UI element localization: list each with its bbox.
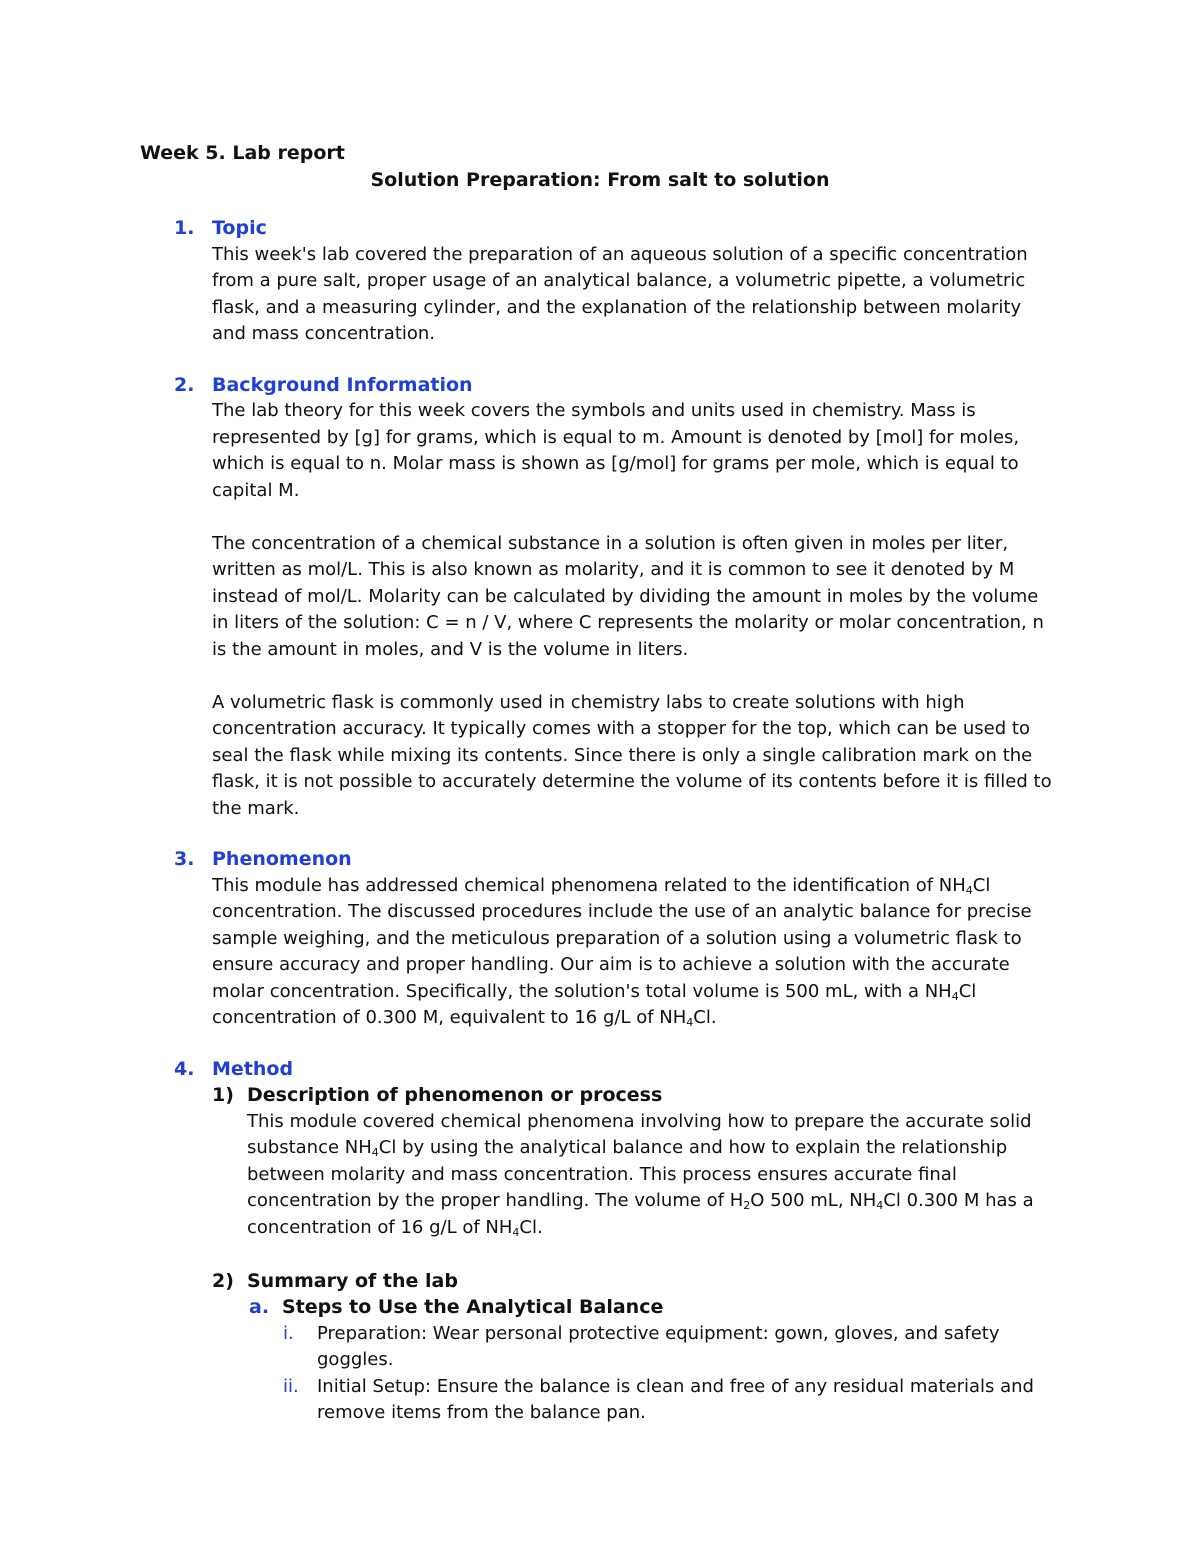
text-run: concentration of 0.300 M, equivalent to 16 g/L of — [212, 1007, 660, 1028]
description-paragraph — [247, 1109, 1060, 1242]
step-group-heading: Steps to Use the Analytical Balance — [282, 1296, 664, 1318]
subsection-number: 1) — [212, 1084, 234, 1106]
step-group-letter: a. — [249, 1296, 270, 1318]
formula-h2o: $H_2O$ — [729, 1190, 765, 1212]
text-run: concentration. The discussed procedures include the use of an analytic balance for precise sample weighing, and the meticulous preparation of a solution using a volumetric flask to ensure accuracy and proper handling. Our aim is to achieve a solution with the accurate molar concentration. Specifically, the solution's total volume is 500 mL, with a — [212, 901, 1032, 1002]
subsection-heading: Description of phenomenon or process — [247, 1084, 663, 1106]
section-heading: Phenomenon — [212, 848, 352, 870]
topic-paragraph: This week's lab covered the preparation of an aqueous solution of a specific concentration from a pure salt, proper usage of an analytical balance, a volumetric pipette, a volumetric flask, and a measuring cylinder, and the explanation of the relationship between molarity and mass concentration. — [212, 243, 1028, 344]
list-item-text: Initial Setup: Ensure the balance is clean and free of any residual materials and remove items from the balance pan. — [317, 1375, 1034, 1423]
text-run: by using the analytical balance and how to explain the relationship between molarity and mass concentration. This process ensures accurate final concentration by the proper handling. The volume of — [247, 1137, 1008, 1211]
formula-nh4cl: $NH_4Cl$ — [924, 980, 977, 1003]
list-item-number: i. — [283, 1322, 294, 1344]
section-number: 1. — [174, 217, 195, 239]
section-heading: Background Information — [212, 373, 473, 396]
formula-nh4cl: $NH_4Cl$ — [849, 1190, 901, 1212]
background-paragraph-3: A volumetric flask is commonly used in chemistry labs to create solutions with high concentration accuracy. It typically comes with a stopper for the top, which can be used to seal the flask while mixing its contents. Since there is only a single calibration mark on the flask, it is not possible to accurately determine the volume of its contents before it is filled to the mark. — [212, 691, 1052, 819]
method-subsection-summary — [212, 1268, 1060, 1427]
section-number: 2. — [174, 373, 195, 396]
text-run: 0.300 M has a concentration of 16 g/L of — [247, 1190, 1034, 1238]
list-item — [247, 1321, 1060, 1374]
analytical-balance-steps — [247, 1294, 1060, 1321]
section-heading: Method — [212, 1057, 294, 1080]
section-method — [140, 1056, 1060, 1427]
section-phenomenon — [140, 846, 1060, 1032]
background-paragraph-1: The lab theory for this week covers the symbols and units used in chemistry. Mass is represented by [g] for grams, which is equal to m. Amount is denoted by [mol] for moles, which is equal to n. Molar mass is shown as [g/mol] for grams per mole, which is equal to capital M. — [212, 400, 1020, 501]
week-title: Week 5. Lab report — [140, 142, 345, 164]
text-run: . — [710, 1007, 717, 1028]
background-paragraph-2: The concentration of a chemical substance in a solution is often given in moles per liter, written as mol/L. This is also known as molarity, and it is common to see it denoted by M instead of mol/L. Molarity can be calculated by dividing the amount in moles by the volume in liters of the solution: C = n / V, where C represents the molarity or molar concentration, n is the amount in moles, and V is the volume in liters. — [212, 532, 1044, 660]
text-run: . — [536, 1216, 543, 1238]
method-subsection-description — [212, 1082, 1060, 1241]
document-title: Solution Preparation: From salt to solution — [370, 168, 830, 191]
phenomenon-paragraph — [212, 873, 1060, 1032]
subsection-heading: Summary of the lab — [247, 1269, 458, 1292]
formula-nh4cl: $NH_4Cl$ — [659, 1007, 711, 1029]
list-item-text: Preparation: Wear personal protective equipment: gown, gloves, and safety goggles. — [317, 1322, 1000, 1370]
text-run: This module covered chemical phenomena involving how to prepare the accurate solid substance — [247, 1110, 1032, 1158]
text-run: This module has addressed chemical phenomena related to the identification of — [212, 874, 939, 896]
list-item — [247, 1374, 1060, 1427]
section-heading: Topic — [212, 217, 267, 239]
formula-nh4cl: $NH_4Cl$ — [485, 1216, 537, 1239]
formula-nh4cl: $NH_4Cl$ — [344, 1137, 397, 1159]
list-item-number: ii. — [283, 1375, 299, 1397]
formula-nh4cl: $NH_4Cl$ — [938, 874, 991, 897]
text-run: 500 mL, — [764, 1190, 850, 1211]
subsection-number: 2) — [212, 1269, 234, 1292]
section-number: 3. — [174, 848, 195, 870]
section-background — [140, 372, 1060, 823]
section-topic — [140, 215, 1060, 348]
section-number: 4. — [174, 1057, 195, 1080]
